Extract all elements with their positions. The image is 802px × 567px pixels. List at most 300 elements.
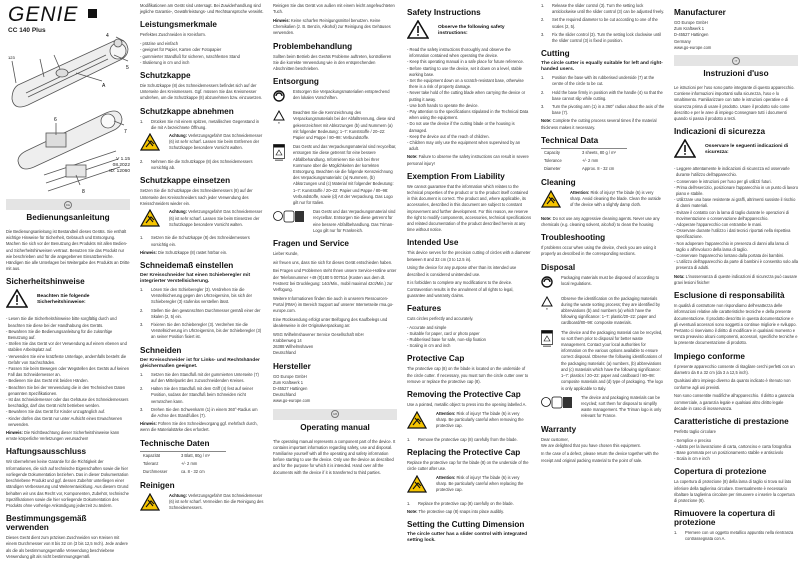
column-italian-1 [674, 3, 798, 545]
note-label: Nota: [674, 273, 685, 279]
green-dot-icon [541, 275, 557, 293]
warning-text [169, 493, 264, 512]
language-bar [273, 409, 397, 420]
bullet-item: - Rubberised base for safe, non-slip fixation [407, 337, 486, 343]
paragraph: GO Europe GmbH Zum Kraftwerk 1 D-45527 Hattingen Germany www.go-europe.com [674, 20, 712, 50]
paragraph: Die Bedienungsanleitung ist Bestandteil dieses Geräts. Sie enthält wichtige Hinweise für Sicherheit, Gebrauch und Entsorgung. Machen Sie sich vor der Benutzung des Produkts mit allen Bedien- und Sicherheitshinweisen vertraut. Benutzen Sie das Produkt nur wie beschrieben und für die angegebenen Einsatzbereiche. Händigen Sie alle Unterlagen bei Weitergabe des Produkts an Dritte mit aus. [6, 229, 130, 272]
paragraph: We cannot guarantee that the information which relates to the technical properties of the product or to the product itself contained in this document is correct. The product and, where applicable, its accessories, described in this document are subject to constant improvement and further development. For this reason, we reserve the right to modify components, accessories, technical specifications and related documentation of the product described herein at any time without notice. [407, 183, 532, 233]
section-heading: Reinigen [140, 480, 175, 490]
disposal-item [273, 110, 397, 141]
blade-warning [140, 133, 264, 156]
disposal-item [541, 330, 665, 392]
step-number: 1. [140, 235, 144, 241]
subheading: The circle cutter has a slider control with integrated setting lock. [407, 532, 528, 544]
version: V 1.15 [116, 157, 130, 162]
bullet-item: - geeignet für Papier, Karten oder Fotopapier [140, 47, 222, 53]
numbered-step [541, 104, 665, 116]
recycle-triangle-icon [273, 110, 289, 129]
bullet-item: - Kinder dürfen das Gerät nur unter Aufsicht eines Erwachsenen verwenden. [6, 415, 123, 427]
section-heading: Exemption From Liability [407, 171, 505, 181]
step-number: 1. [140, 371, 144, 377]
section-heading: Fragen und Service [273, 238, 349, 248]
warning-body: Verletzungsgefahr! Das Schneidemesser (6) ist sehr scharf. Vermeiden Sie die Reinigung des Schneidemessers. [169, 492, 264, 510]
numbered-step [140, 119, 264, 131]
step-number: 2. [140, 386, 144, 392]
section-heading: Esclusione di responsabilità [674, 291, 785, 301]
paragraph: Dear customer, We are delighted that you have chosen this equipment. [541, 436, 641, 448]
triman-icon [273, 209, 309, 228]
numbered-step [140, 372, 264, 384]
bullet-item: - Suitable for paper, card or photo paper [407, 330, 480, 336]
document-id: ID: 12060 [109, 169, 130, 174]
note [541, 216, 665, 228]
disposal-item [541, 395, 665, 420]
warning-label: Achtung: [169, 132, 187, 138]
step-text: Drücken Sie mit einem spitzen, metallischen Gegenstand in die mit A bezeichnete Öffnung. [151, 118, 260, 130]
step-number: 1. [541, 3, 545, 8]
step-number: 1. [407, 436, 411, 442]
blade-hazard-icon [140, 209, 165, 232]
bullet-item: - Ist das Schneidemesser oder das Gehäuse des Schneidemessers beschädigt, darf das Gerät nicht betrieben werden. [6, 397, 129, 409]
label-4: 4 [106, 33, 109, 39]
cover [6, 3, 130, 195]
section-heading: Schneidemaß einstellen [140, 261, 234, 271]
table-label: Kapazität [143, 452, 161, 458]
section-heading: Troubleshooting [541, 233, 606, 243]
subheading: Der Kreisschneider ist für Links- und Rechtshänder gleichermaßen geeignet. [140, 357, 260, 369]
paragraph: Cuts circles perfectly and accurately. [407, 315, 474, 321]
language-flag-icon: IT [732, 57, 740, 65]
paragraph: wir freuen uns, dass Sie sich für dieses Gerät entschieden haben. [273, 259, 393, 265]
step-text: Halten Sie den Standfuß mit dem Griff (4) fest auf seiner Position, sodass der Standfuß beim Schneiden nicht verrutschen kann. [151, 386, 254, 404]
paragraph: Replace the protective cap for the blade (8) on the underside of the circle cutter after use. [407, 459, 529, 472]
section-heading: Technical Data [541, 135, 599, 145]
subheading: Der Kreisschneider hat einen Schieberegler mit integrierter Verstellsicherung. [140, 273, 251, 285]
table-value: 3 sheets, 80 g / m² [582, 149, 616, 155]
bullet-item: - Prima dell'esercizio, posizionare l'apparecchio in un punto di lavoro piano e stabile. [674, 184, 798, 197]
step-text: Nehmen Sie die Schutzkappe (8) des Schneidemessers vorsichtig ab. [151, 158, 253, 171]
note-label: Hinweis: [140, 421, 157, 427]
numbered-step [407, 501, 531, 507]
step-number: 1. [140, 287, 144, 293]
bullet-item: - Skalierung in cm und inch [140, 59, 190, 65]
column-english-2 [541, 3, 665, 466]
step-text: Replace the protective cap (8) carefully on the blade. [418, 500, 514, 506]
manual-title: Instruzioni d'uso [703, 69, 769, 79]
step-number: 3. [140, 322, 144, 328]
section-heading: Setting the Cutting Dimension [407, 520, 525, 530]
blade-warning [140, 209, 264, 232]
bullet-item: - Bewahren Sie das Gerät für Kinder unzugänglich auf. [6, 409, 106, 415]
paragraph: Setzen Sie die Schutzkappe des Schneidemessers (8) auf der Unterseite des Kreisschneiders nach jeder Verwendung des Kreisschneiders wieder ein. [140, 188, 253, 206]
disposal-text: The device and packaging materials can be recycled; sort them for disposal to simplify waste management. The Triman logo is only relevant for France. [581, 394, 662, 419]
note-text: L'inosservanza di queste indicazioni di sicurezza può causare gravi lesioni fisiche! [674, 273, 798, 285]
bullet-item: - Bewahren Sie die Bedienungsanleitung für die zukünftige Benutzung auf. [6, 328, 113, 341]
bullet-item: - Set the equipment down on a scratch-resistant base, otherwise there is a risk of property damage. [407, 78, 524, 90]
paragraph: Lieber Kunde, [273, 250, 299, 256]
bullet-item: - Adoperare l'apparecchio con entrambe le mani. [674, 222, 763, 228]
numbered-step [140, 407, 264, 419]
bullet-item: - Do not use the device if the cutting blade or the housing is damaged. [407, 121, 515, 133]
section-heading: Replacing the Protective Cap [407, 447, 521, 457]
section-heading: Cleaning [541, 177, 576, 187]
bullet-item: - Non adoperare l'apparecchio in presenza di danni alla lama di taglio o all'involucro della lama di taglio. [674, 240, 789, 252]
note-text: Die Schutzkappe (8) rastet hörbar ein. [156, 249, 228, 255]
step-number: 3. [541, 31, 545, 37]
step-text: Remove the protective cap (8) carefully from the blade. [418, 436, 518, 442]
table-label: Diameter [544, 165, 561, 171]
section-heading: Schutzkappe einsetzen [140, 176, 231, 186]
section-heading: Indicazioni di sicurezza [674, 127, 765, 137]
disposal-item [273, 209, 397, 234]
bullet-item: - Accurate and simple [407, 324, 447, 330]
numbered-step [541, 90, 665, 102]
note-text: Complete the cutting process several times if the material thickness makes it necessary. [541, 118, 657, 130]
manual-title: Bedienungsanleitung [26, 213, 110, 222]
step-number: 1. [674, 530, 678, 536]
safety-warning [674, 139, 798, 163]
svg-text:a: a [546, 306, 548, 310]
step-text: Premere con un oggetto metallico appuntito nella rientranza contrassegnata con A. [685, 530, 794, 542]
disposal-text: Packaging materials must be disposed of according to local regulations. [561, 274, 660, 286]
note-text: Do not use any aggressive cleaning agents. Never use any chemicals (e.g. cleaning solvent, alcohol) to clean the housing [541, 215, 660, 228]
warning-triangle-icon [674, 139, 701, 163]
note-label: Note: [407, 509, 418, 515]
safety-warning [407, 20, 531, 44]
bullet-item: - Pay attention to the specifications stipulated in the Technical Data when using the equipment. [407, 109, 529, 121]
paragraph: It is forbidden to complete any modifications to the device. Contravention results in the annulment of all rights to legal, guarantee and warranty claims. [407, 280, 514, 298]
language-bar [6, 199, 130, 210]
note-text: The protective cap (8) snaps into place audibly. [417, 509, 505, 515]
step-number: 2. [140, 158, 144, 164]
section-heading: Problembehandlung [273, 41, 353, 51]
paragraph: Bei Fragen und Problemen steht Ihnen unsere Service-Hotline unter der Telefonnummer +49 (0)180 5 007514 (Kosten aus dem dt. Festnetz bei Drucklegung: 14ct/Min., mobil maximal 42ct/Min.) zur Verfügung. [273, 268, 397, 292]
section-heading: Intended Use [407, 238, 459, 248]
paragraph: The protective cap (8) on the blade is located on the underside of the circle cutter. If necessary, you must turn the circle cutter over to remove or replace the protective cap (8). [407, 366, 529, 384]
section-heading: Bestimmungsgemäß verwenden [6, 514, 87, 533]
note-label: Hinweis: [140, 249, 157, 255]
note-label: Note: [407, 154, 418, 160]
table-row [541, 165, 627, 173]
step-text: Fixieren Sie den Schieberegler (3). Verdrehen Sie die Verstellsicherung im Uhrzeigersinn, bis der Schieberegler (3) an seiner Position fixiert ist. [151, 322, 262, 340]
note [273, 18, 397, 37]
bullet-item: - Leggere attentamente le indicazioni di sicurezza ed osservarle durante l'utilizzo dell'apparecchio. [674, 166, 790, 178]
note [140, 250, 264, 256]
technical-data-table [541, 148, 627, 173]
note-text: Die Nichtbeachtung dieser Sicherheitshinweise kann ernste körperliche Verletzungen verursachen! [6, 430, 120, 442]
warning-body: Verletzungsgefahr! Das Schneidemesser (6) ist sehr scharf. Lassen Sie beim Einsetzen der Schutzkappe besondere Vorsicht walten. [169, 209, 263, 227]
table-label: Toleranz [143, 460, 159, 466]
note-text: Failure to observe the safety instructions can result in severe personal injury! [407, 154, 529, 166]
bullet-item: - Verwenden Sie eine kratzfeste Unterlage, andernfalls besteht die Gefahr von Sachschäden. [6, 353, 127, 365]
paragraph: Le istruzioni per l'uso sono parte integrante di questo apparecchio. Contiene informazioni importanti sulla sicurezza, l'uso e lo smaltimento. Familiarizzare con tutte le istruzioni operative e di sicurezza prima di usare il prodotto. Usare il prodotto solo come descritto e per le aree di impiego Consegnare tutti i documenti quando si passa il prodotto a terzi. [674, 85, 795, 122]
bullet-item: - Stellen Sie das Gerät vor der Verwendung auf einem ebenen und stabilen Arbeitsplatz auf. [6, 341, 127, 353]
blade-hazard-icon [407, 475, 432, 498]
step-number: 1. [541, 75, 545, 81]
version-info [109, 157, 130, 175]
paragraph: Qualsiasi altro impiego diverso da quanto indicato è ritenuto non conforme agli usi previsti. [674, 378, 791, 390]
step-text: Hold the base firmly in position with the handle (4) so that the base cannot slip while cutting. [552, 89, 663, 101]
bullet-item: - Keep this operating manual in a safe place for future reference. [407, 59, 524, 65]
bullet-item: - L'utilizzo dell'apparecchio da parte di bambini è consentito solo alla presenza di adulti. [674, 259, 798, 271]
bullet-item: - Conservare le istruzioni per l'uso per gli utilizzi futuri. [674, 178, 772, 184]
section-heading: Features [407, 303, 442, 313]
paragraph: WSG Wilhelmshavener Service Gesellschaft mbH Krabbenweg 14 26388 Wilhelmshaven Deutschland [273, 331, 364, 356]
language-flag-icon: DE [65, 202, 71, 207]
step-number: 2. [541, 17, 545, 23]
disposal-text: Beachten Sie die Kennzeichnung des Verpackungsmaterials bei der Abfalltrennung, diese sind gekennzeichnet mit Abkürzungen (b) und Nummern (a) mit folgender Bedeutung: 1–7: Kunststoffe / 20–22: Papier und Pappe / 80–98: Verbundstoffe. [293, 110, 395, 140]
blade-hazard-icon [140, 133, 165, 156]
paragraph: Eine Rücksendung erfolgt unter Beifügung des Kaufbelegs und idealerweise in der Originalverpackung an: [273, 316, 388, 329]
italy-label-icon [273, 144, 289, 167]
note [407, 154, 531, 166]
bullet-item: - Evitare il contatto con la lama di taglio durante le operazioni di movimentazione o conservazione dell'apparecchio. [674, 209, 789, 221]
table-row [140, 468, 226, 476]
step-text: Setzen Sie den Standfuß mit der gummierten Unterseite (7) auf den Mittelpunkt des zuzuschneidenden Kreises. [151, 371, 259, 383]
label-6: 6 [54, 117, 57, 123]
disposal-text: Observe the identification on the packaging materials during the waste sorting process; they are identified by abbreviations (b) and numbers (a) which have the following significance: 1–7: plastic/20–22: paper and cardboard/80–98: composite materials. [561, 295, 660, 326]
paragraph: Using the device for any purpose other than its intended use described is considered unintended use. [407, 265, 517, 277]
section-heading: Leistungsmerkmale [140, 20, 217, 30]
note-label: Hinweis: [6, 430, 23, 436]
bullet-item: - Osservare durante l'utilizzo i dati tecnici riportati nella rispettiva specificazione. [674, 228, 791, 240]
numbered-step [541, 75, 665, 87]
warning-text [436, 411, 531, 430]
paragraph: Weitere Informationen finden Sie auch in unserem Ressourcen-Portal (RMA) im Bereich Support auf unserer Internetseite rma.go-europe.com. [273, 295, 394, 314]
note [541, 118, 665, 130]
step-number: 2. [140, 307, 144, 313]
step-text: Drehen Sie den Schwenkarm (1) in einem 360°-Radius um die Achse des Standfußes (7). [151, 406, 258, 418]
bullet-item: - Fassen Sie beim Bewegen oder Wegstellen des Geräts auf keinen Fall das Schneidemesser an. [6, 366, 130, 378]
section-heading: Technische Daten [140, 438, 210, 448]
paragraph: The operating manual represents a component part of the device. It contains important information regarding safety, use and disposal. Familiarise yourself with all the operating and safety information before starting to use the device. Only use the device as described and for the purpose for which it is intended. Hand over all the documents with the device if it is transferred to third parties. [273, 438, 396, 475]
bullet-item: - Utilizzare una base resistente ai graffi, altrimenti sussiste il rischio di danni materiali. [674, 197, 796, 209]
table-value: +/- 2 mm [181, 460, 198, 466]
numbered-step [140, 386, 264, 405]
step-text: Setzen Sie die Schutzkappe (8) des Schneidemessers vorsichtig ein. [151, 235, 250, 247]
column-german-1 [6, 3, 130, 562]
disposal-text: Entsorgen Sie Verpackungsmaterialien entsprechend den lokalen Vorschriften. [293, 89, 390, 101]
disposal-text: Das Gerät und das Verpackungsmaterial sind recycelbar. Entsorgen Sie diese getrennt für eine bessere Abfallbehandlung. Das Triman-Logo gilt nur für Frankreich. [313, 209, 396, 233]
disposal-text: Das Gerät und das Verpackungsmaterial sind recycelbar, entsorgen Sie diese getrennt für eine bessere Abfallbehandlung. Informieren Sie sich bei Ihrer Kommune über die Möglichkeiten der korrekten Entsorgung. Beachten sie die folgende Kennzeichnung des Verpackungsmaterials: (a) Nummern, (b) Abkürzungen und (c) Material mit folgender Bedeutung: 1–7: Kunststoffe / 20–22: Papier und Pappe / 80–98: Verbundstoffe, sowie (d) Art der Verpackung. Das Logo gilt nur für Italien. [293, 144, 397, 205]
bullet-item: - Bedienen Sie das Gerät mit beiden Händen. [6, 378, 89, 384]
blade-hazard-icon [407, 411, 432, 434]
column-english-1 [407, 3, 531, 546]
bullet-item: - Never take hold of the cutting blade when carrying the device or putting it away. [407, 90, 526, 102]
paragraph: In qualità di costruttore non rispondiamo dell'esattezza delle informazioni relative alle caratteristiche tecniche e della presente documentazione. Il prodotto descritto in questa documentazione e gli eventuali accessori sono soggetti a continue migliorie e sviluppo. Pertanto ci riserviamo il diritto di modificare in qualsiasi momento e senza preavviso alcuni componenti, accessori, specifiche tecniche e la presente documentazione di prodotto. [674, 303, 798, 346]
model-name: CC 140 Plus [8, 27, 46, 34]
warning-text: Osservare le seguenti indicazioni di sicurezza: [705, 144, 789, 156]
step-text: Set the required diameter to be cut according to one of the scales (2, 5). [552, 17, 658, 29]
warning-label: Attention: [436, 474, 456, 480]
disposal-item [273, 89, 397, 107]
step-text: Fix the slider control (3). Turn the setting lock clockwise until the slider control (3) is fixed in position. [552, 31, 661, 44]
section-heading: Hersteller [273, 361, 311, 371]
numbered-step [541, 32, 665, 44]
italy-label-icon [541, 330, 557, 353]
label-7: 7 [124, 129, 127, 135]
paragraph: In the case of a defect, please return the device together with the receipt and original packing material to the point of sale. [541, 451, 659, 463]
table-label: Tolerance [544, 157, 562, 163]
numbered-step [140, 287, 264, 306]
table-row [140, 452, 226, 460]
bullet-item: - Children may only use the equipment when supervised by an adult. [407, 140, 521, 152]
step-text: Lösen Sie den Schieberegler (3). Verdrehen Sie die Verstellsicherung gegen den Uhrzeigersinn, bis sich der Schieberegler (3) stufenlos verstellen lässt. [151, 287, 253, 305]
numbered-step [140, 159, 264, 171]
numbered-step [140, 322, 264, 341]
section-heading: Disposal [541, 262, 576, 272]
note [407, 509, 531, 515]
note-text: Keine scharfen Reinigungsmittel benutzen. Keine Chemikalien (z. B. Benzin, Alkohol) zur Reinigung des Gehäuses verwenden. [273, 17, 391, 36]
step-number: 3. [140, 406, 144, 412]
green-dot-icon [273, 89, 289, 107]
blade-warning [407, 475, 531, 498]
paragraph: Use a pointed, metallic object to press into the opening labelled A. [407, 402, 527, 408]
subheading: The circle cutter is equally suitable for left and right-handed users. [541, 61, 663, 73]
bullet-item: - Adatto per la lavorazione di carta, cartoncino e carta fotografica [674, 443, 792, 449]
numbered-step [407, 437, 531, 443]
numbered-step [140, 235, 264, 247]
disposal-item [541, 275, 665, 293]
table-row [541, 157, 627, 165]
table-value: ca. 8 - 32 cm [181, 468, 205, 474]
warning-triangle-icon [6, 289, 33, 313]
paragraph: Die Schutzkappe (8) des Schneidemessers befindet sich auf der Unterseite des Kreismessers. Ggf. müssen Sie das Kreismesser umdrehen, um die Schutzkappe (8) abzunehmen bzw. einzusetzen. [140, 82, 263, 101]
warning-body: Risk of injury! The blade (6) is very sharp. Be particularly careful when removing the protective cap. [436, 410, 524, 429]
note [140, 421, 264, 433]
table-label: Durchmesser [143, 468, 168, 474]
manual-title: Operating manual [300, 422, 370, 432]
step-text: Release the slider control (3). Turn the setting lock anticlockwise until the slider control (3) can be adjusted freely. [552, 3, 665, 15]
table-row [140, 460, 226, 468]
label-8: 8 [82, 189, 85, 193]
warning-text: Beachten Sie folgende Sicherheitshinweise: [37, 294, 90, 306]
technical-data-table [140, 451, 226, 476]
paragraph: Wir übernehmen keine Garantie für die Richtigkeit der Informationen, die sich auf technische Eigenschaften sowie die hier vorliegende Dokumentation beziehen. Das in dieser Dokumentation beschriebene Produkt und ggf. dessen Zubehör unterliegen einer ständigen Verbesserung und Weiterentwicklung. Aus diesem Grund behalten wir uns das Recht vor, Komponenten, Zubehör, technische Spezifikationen sowie die hier vorliegende Dokumentation des Produkts ohne vorherige Ankündigung jederzeit zu ändern. [6, 459, 129, 508]
paragraph: Dieses Gerät dient zum präzisen Zuschneiden von Kreisen mit einem Durchmesser von 8 bis 32 cm (3 bis 12,5 Inch). Jede andere als die als bestimmungsgemäße Verwendung beschriebene Verwendung gilt als nicht bestimmungsgemäß [6, 535, 128, 559]
language-bar [674, 55, 798, 66]
note-label: Note: [541, 118, 552, 124]
warning-label: Attention: [570, 189, 590, 195]
triman-icon [541, 395, 577, 414]
step-number: 2. [541, 89, 545, 95]
bullet-item: - Beachten Sie bei der Verwendung die in den Technischen Daten genannten Spezifikationen. [6, 384, 126, 396]
safety-warning [6, 289, 130, 313]
blade-warning [541, 190, 665, 213]
bullet-item: - präzise und einfach [140, 41, 179, 47]
label-123: 123 [8, 55, 15, 60]
column-german-3 [273, 3, 397, 478]
bullet-item: - Lesen Sie die Sicherheitshinweise bitte sorgfältig durch und beachten Sie diese bei der Handhabung des Geräts. [6, 316, 117, 328]
svg-text:a: a [278, 120, 280, 125]
section-heading: Protective Cap [407, 354, 465, 364]
column-german-2 [140, 3, 264, 519]
warning-label: Achtung: [169, 209, 187, 215]
paragraph: This device serves for the precision cutting of circles with a diameter between 8 and 32 cm (3 to 12.5 in). [407, 250, 531, 262]
paragraph: Perfetto taglio circolare [674, 428, 716, 434]
warning-text [169, 133, 264, 152]
step-text: Turn the pivoting arm (1) in a 360° radius about the axis of the base (7). [552, 104, 665, 116]
section-heading: Manufacturer [674, 8, 726, 17]
logo-square-icon [88, 9, 97, 18]
bullet-item: - Keep the device out of the reach of children. [407, 133, 490, 139]
blade-hazard-icon [541, 190, 566, 213]
disposal-item [273, 144, 397, 206]
section-heading: Caratteristiche di prestazione [674, 416, 789, 426]
step-number: 3. [541, 104, 545, 110]
section-heading: Entsorgung [273, 77, 319, 87]
note-label: Note: [541, 215, 552, 221]
paragraph: Il presente apparecchio consente di ritagliare cerchi perfetti con un diametro da 8 a 32 cm (da 3 a 12,5 inch). [674, 363, 795, 375]
brand-logo: GENIE [8, 3, 79, 26]
section-heading: Schutzkappe abnehmen [140, 106, 234, 116]
section-heading: Removing the Protective Cap [407, 390, 521, 400]
step-text: Stellen Sie den gewünschten Durchmesser gemäß einer der Skalen (2, 5) ein. [151, 307, 261, 319]
paragraph: La copertura di protezione (8) della lama di taglio si trova sul lato inferiore della taglierina circolare. Eventualmente è necessario ribaltare la taglierina circolare per rimuovere o inserire la copertura di protezione (8). [674, 479, 795, 504]
language-flag-icon: GB [332, 412, 338, 417]
bullet-item: - Semplice e preciso [674, 437, 712, 443]
warning-text [169, 209, 264, 228]
section-heading: Haftungsausschluss [6, 447, 87, 457]
section-heading: Impiego conforme [674, 351, 745, 361]
section-heading: Safety Instructions [407, 8, 481, 17]
disposal-item [541, 296, 665, 327]
section-heading: Schutzkappe [140, 70, 191, 80]
blade-hazard-icon [140, 493, 165, 516]
bullet-item: - gummierter Standfuß für sicheren, rutschfesten Stand [140, 53, 240, 59]
section-heading: Schneiden [140, 345, 182, 355]
numbered-step [541, 3, 665, 15]
warning-body: Verletzungsgefahr! Das Schneidemesser (6) ist sehr scharf. Lassen Sie beim Entfernen der Schutzkappe besondere Vorsicht walten. [169, 132, 263, 151]
paragraph: Reinigen Sie das Gerät von außen mit einem leicht angefeuchteten Tuch. [273, 3, 395, 15]
bullet-item: - Before starting to use the device, set it down on a level, stable working base. [407, 65, 522, 77]
warning-body: Risk of injury! The blade (6) is very sharp. Be particularly careful when replacing the protective cap. [436, 474, 524, 493]
paragraph: Modifikationen am Gerät sind untersagt. Bei Zuwiderhandlung sind jegliche Garantie-, Gewährleistungs- und Rechtsansprüche verwirkt. [140, 3, 264, 15]
paragraph: If problems occur when using the device, check you are using it properly as described in the corresponding sections. [541, 245, 656, 257]
paragraph: GO Europe GmbH Zum Kraftwerk 1 D-45527 Hattingen Deutschland www.go-europe.com [273, 373, 311, 404]
paragraph: Non sono consentite modifiche all'apparecchio. Il diritto a garanzia commerciale, a garanzia legale e qualsiasi altro diritto legale decade in caso di inosservanza. [674, 393, 795, 411]
paragraph: Perfektes Zuschneiden in Kreisform. [140, 32, 206, 38]
disposal-text: The device and the packaging material can be recycled, so sort them prior to disposal for better waste management. Contact your local authorities for information on the various options available to ensure correct disposal. Observe the following identifications of the packaging materials: (a) numbers, (b) abbreviations and (c) materials which have the following significance: 1–7: plastics / 20–22: paper and cardboard / 80–98: composite materials and (d) type of packaging. The logo is only applicable to Italy. [561, 329, 663, 391]
label-a: A [102, 83, 106, 89]
section-heading: Copertura di protezione [674, 467, 767, 477]
bullet-item: - Read the safety instructions thoroughly and observe the information contained when operating the device. [407, 47, 511, 59]
table-value: Approx. 8 - 32 cm [582, 165, 615, 171]
section-heading: Cutting [541, 49, 570, 59]
numbered-step [140, 308, 264, 320]
table-value: +/- 2 mm [582, 157, 599, 163]
table-row [541, 149, 627, 157]
warning-text [570, 190, 665, 209]
recycle-triangle-icon [541, 296, 557, 315]
step-number: 1. [407, 500, 411, 506]
label-5: 5 [126, 65, 129, 71]
note [6, 430, 130, 442]
note-text: Führen Sie den Schneidevorgang ggf. mehrfach durch, wenn die Materialstärke dies erfordert. [140, 421, 258, 433]
section-heading: Sicherheitshinweise [6, 277, 85, 287]
section-heading: Rimuovere la copertura di protezione [674, 509, 776, 528]
step-text: Position the base with its rubberised underside (7) at the centre of the circle to be cut. [552, 75, 655, 87]
paragraph: Sollten beim Betrieb des Geräts Probleme auftreten, kontrollieren Sie die korrekte Verwendung wie in den entsprechenden Abschnitten beschrieben. [273, 53, 392, 71]
table-value: 3 Blatt, 80g / m² [181, 452, 210, 458]
bullet-item: - Scala in cm e inch [674, 456, 710, 462]
warning-body: Risk of injury! The blade (6) is very sharp. Avoid cleaning the blade. Clean the outside of the device with a slightly damp cloth. [570, 189, 661, 208]
warning-triangle-icon [407, 20, 434, 44]
numbered-step [541, 17, 665, 29]
blade-warning [140, 493, 264, 516]
date: 08.2022 [112, 163, 130, 168]
note-label: Hinweis: [273, 17, 290, 23]
